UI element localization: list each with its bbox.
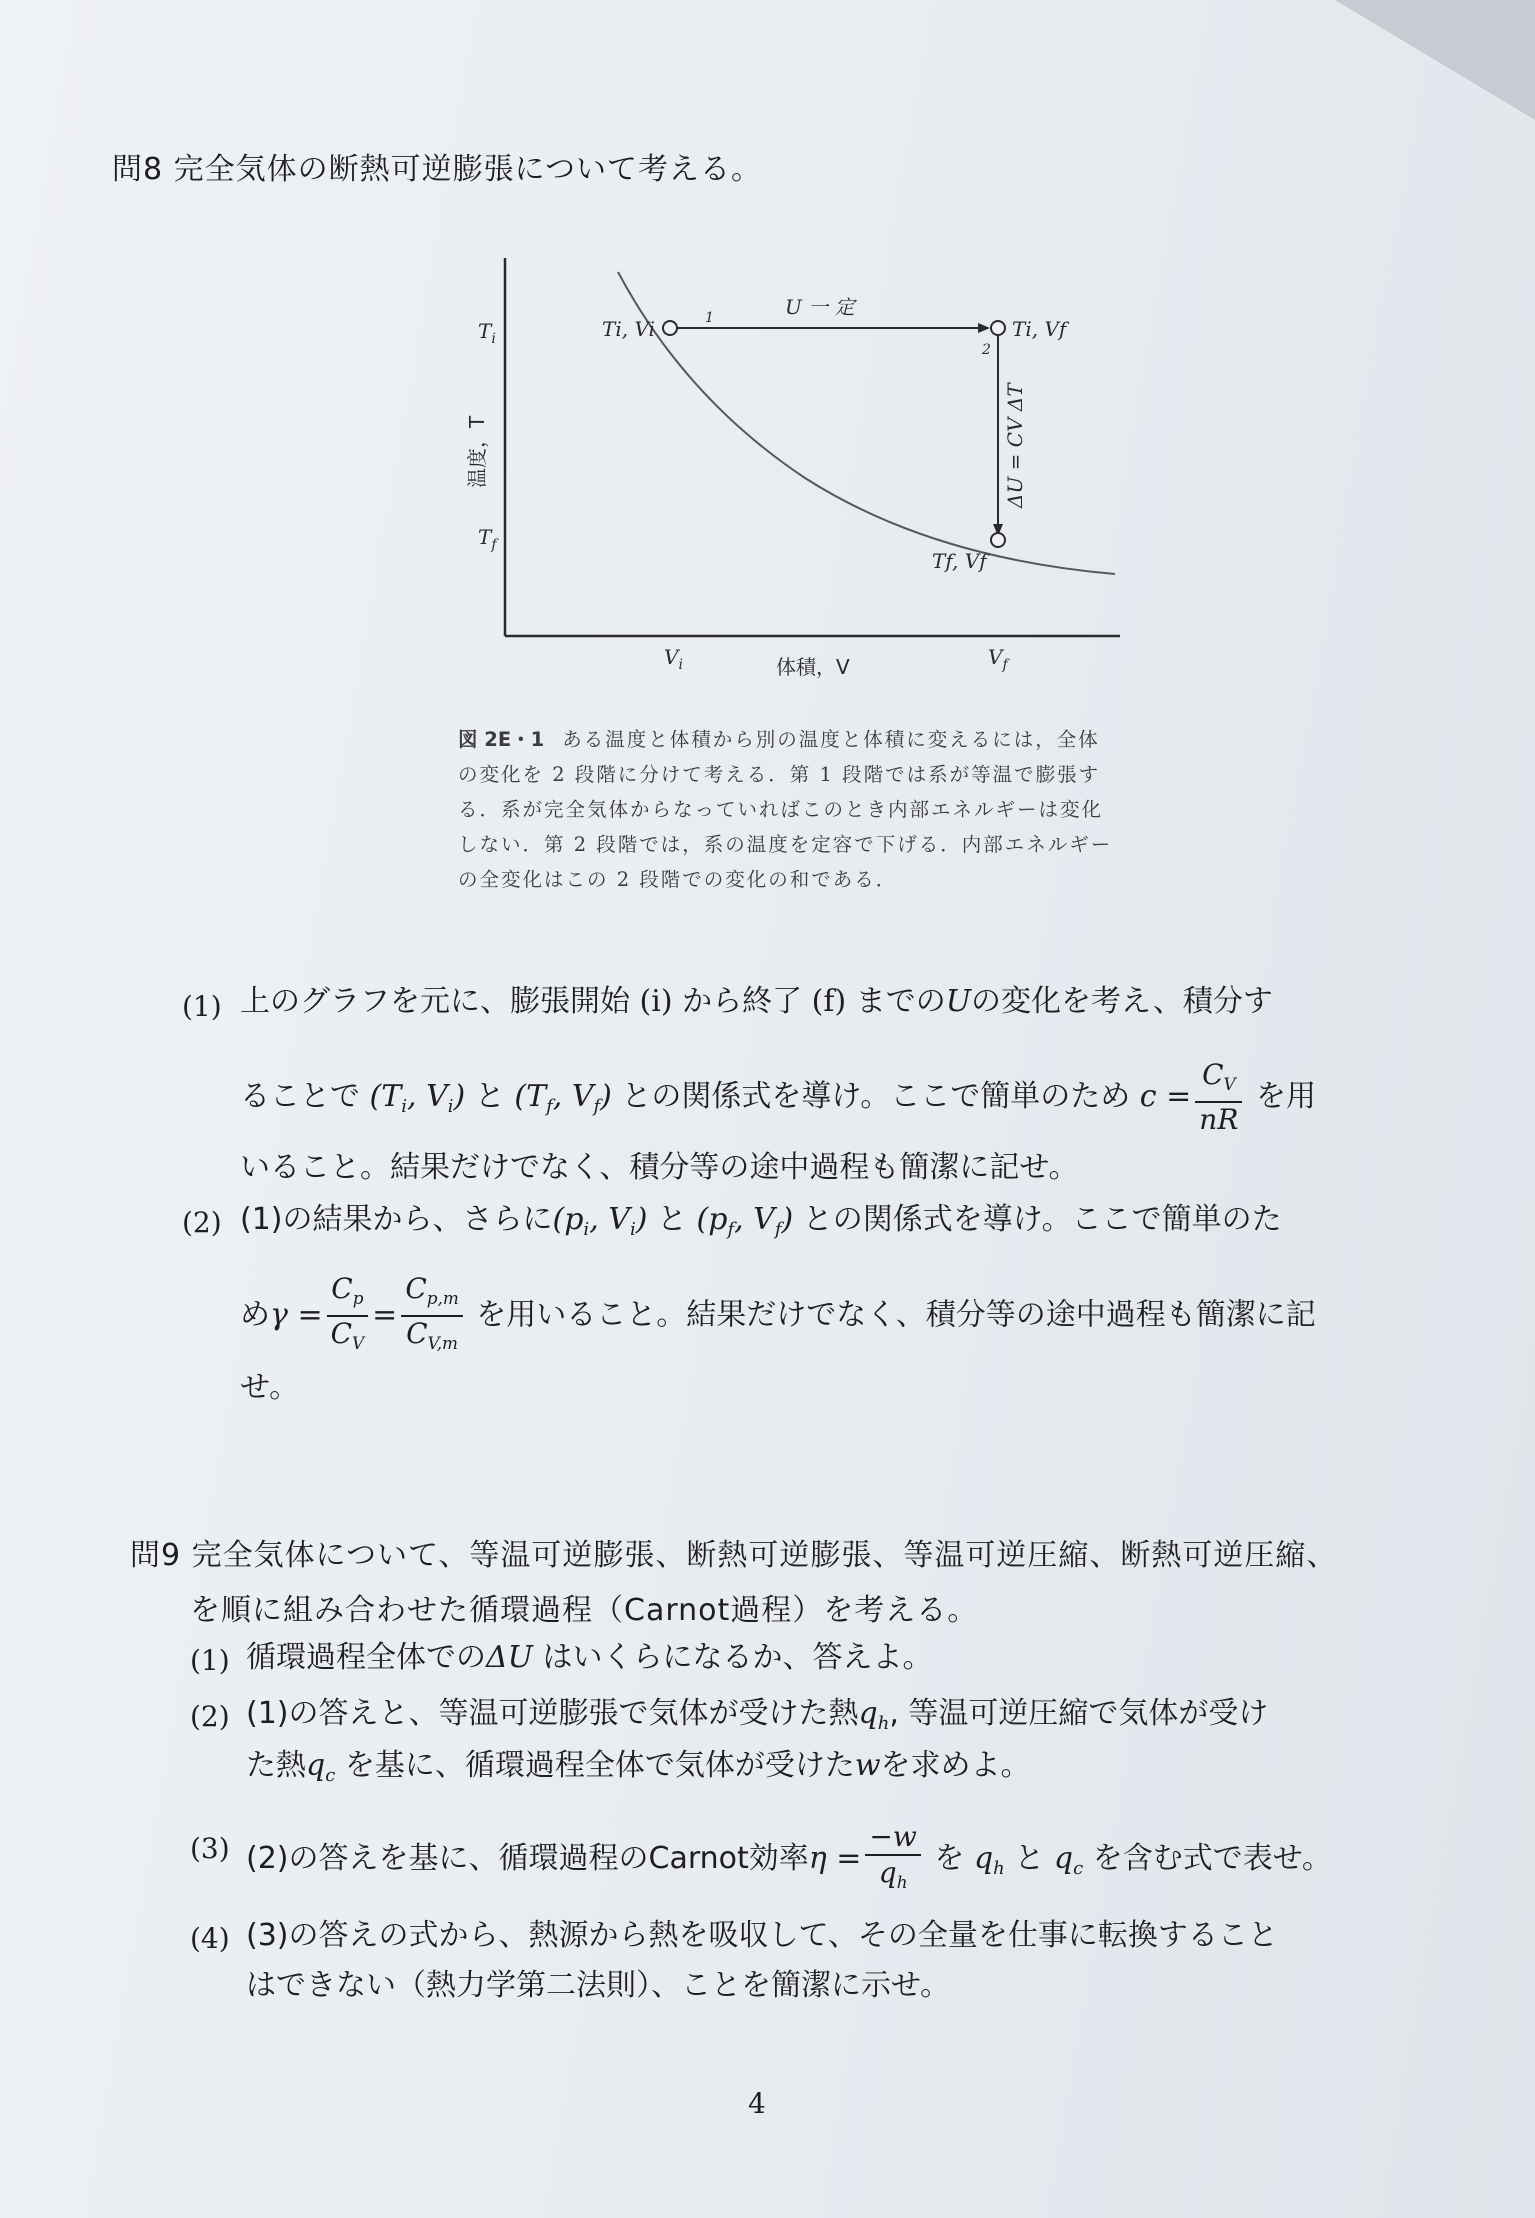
q9-p3-b: を xyxy=(934,1841,965,1876)
q8-p2-line3: せ。 xyxy=(240,1370,300,1405)
caption-text: ある温度と体積から別の温度と体積に変えるには，全体の変化を 2 段階に分けて考える．第 1 段階では系が等温で膨張する．系が完全気体からなっていればこのとき内部エネルギーは変化しない．第 2 段階では，系の温度を定容で下げる．内部エネルギーの全変化はこの 2 段階での変化の和である． xyxy=(458,728,1113,891)
step-2-label: 2 xyxy=(982,342,991,358)
page-number: 4 xyxy=(748,2087,766,2120)
q8-p1-c-frac: $\frac{C_V}{nR}$ xyxy=(1195,1058,1242,1137)
q9-p2-l2c: を求めよ。 xyxy=(880,1748,1031,1783)
q9-p2-qc: $q_c$ xyxy=(306,1748,336,1786)
isothermal-arrowhead xyxy=(978,323,990,333)
point-start-marker xyxy=(663,321,677,335)
q9-p3-num: (3) xyxy=(190,1832,230,1865)
q8-p1-l2b: と xyxy=(474,1079,505,1114)
q9-p2-w: w xyxy=(854,1748,881,1783)
q9-p3-line xyxy=(246,1820,1332,1899)
q9-p1-b: はいくらになるか、答えよ。 xyxy=(542,1640,933,1675)
q8-p1-f: (f) xyxy=(811,984,847,1019)
q8-p2-state-f: ($p_f$, $V_f$) xyxy=(696,1202,794,1240)
q9-p2-l1b: , 等温可逆圧縮で気体が受け xyxy=(889,1696,1269,1731)
q8-p2-l2a: め xyxy=(240,1297,270,1333)
point-end-label: Tf, Vf xyxy=(932,549,987,573)
q8-p1-l1b: から終了 xyxy=(682,984,803,1019)
q8-p1-U: U xyxy=(945,984,972,1019)
q9-p1-deltaU: ΔU xyxy=(486,1640,533,1675)
q9-p3-d: を含む式で表せ。 xyxy=(1092,1841,1332,1876)
q8-title: 問8 完全気体の断熱可逆膨張について考える。 xyxy=(112,152,763,187)
q8-p2-state-i: ($p_i$, $V_i$) xyxy=(552,1202,648,1240)
y-tick-low: $T_f$ xyxy=(478,525,497,553)
q8-p1-l2a: ることで xyxy=(240,1079,360,1114)
q9-p1-num: (1) xyxy=(190,1644,230,1677)
q9-p4-line1: (3)の答えの式から、熱源から熱を吸収して、その全量を仕事に転換すること xyxy=(246,1918,1278,1953)
q8-p2-num: (2) xyxy=(182,1206,222,1239)
q9-title-line2: を順に組み合わせた循環過程（Carnot過程）を考える。 xyxy=(190,1593,979,1628)
point-mid-label: Ti, Vf xyxy=(1012,317,1067,341)
step-1-label: 1 xyxy=(705,310,714,326)
q9-p3-c: と xyxy=(1014,1841,1045,1876)
q8-p2-l1a: (1)の結果から、さらに xyxy=(240,1202,553,1237)
q8-p1-l1c: までの xyxy=(855,984,946,1019)
q9-p4-line2: はできない（熱力学第二法則）、ことを簡潔に示せ。 xyxy=(246,1968,951,2003)
q9-p3-qh: $q_h$ xyxy=(973,1841,1005,1879)
q9-p2-line1 xyxy=(246,1694,1268,1744)
figure-caption xyxy=(458,722,1118,897)
q8-p1-c-eq: c = xyxy=(1139,1079,1192,1114)
q9-title: 問9 完全気体について、等温可逆膨張、断熱可逆膨張、等温可逆圧縮、断熱可逆圧縮、 xyxy=(130,1538,1338,1573)
q9-p4-num: (4) xyxy=(190,1922,230,1955)
q8-p1-l1a: 上のグラフを元に、膨張開始 xyxy=(240,984,630,1019)
q9-p2-qh: $q_h$ xyxy=(858,1696,890,1734)
q8-p1-l1d: の変化を考え、積分す xyxy=(971,984,1273,1019)
q9-p1-line xyxy=(246,1638,933,1678)
q8-p2-l1c: との関係式を導け。ここで簡単のた xyxy=(802,1202,1282,1237)
arrow-top-label: U 一 定 xyxy=(785,295,855,319)
q8-p1-line1 xyxy=(240,982,1273,1022)
q8-p2-frac2: $\frac{C_{p,m}}{C_{V,m}}$ xyxy=(401,1272,462,1360)
y-axis-label: 温度，T xyxy=(465,415,489,488)
q8-p2-l2b: を用いること。結果だけでなく、積分等の途中過程も簡潔に記 xyxy=(476,1297,1316,1333)
q9-p2-l1a: (1)の答えと、等温可逆膨張で気体が受けた熱 xyxy=(246,1696,859,1731)
q8-p1-line2 xyxy=(240,1058,1316,1137)
q8-p2-l1b: と xyxy=(656,1202,687,1237)
q8-p2-line1 xyxy=(240,1200,1282,1250)
q9-p3-a: (2)の答えを基に、循環過程のCarnot効率 xyxy=(246,1841,809,1876)
q9-p3-qc: $q_c$ xyxy=(1053,1841,1084,1879)
point-start-label: Ti, Vi xyxy=(602,317,655,341)
q9-p3-frac: $\frac{-w}{q_h}$ xyxy=(865,1820,920,1899)
q8-p1-line3: いること。結果だけでなく、積分等の途中過程も簡潔に記せ。 xyxy=(240,1150,1079,1185)
q9-p2-num: (2) xyxy=(190,1700,230,1733)
q8-p1-l2d: を用 xyxy=(1255,1079,1316,1114)
q8-p2-frac1: $\frac{C_p}{C_V}$ xyxy=(327,1272,369,1360)
delta-u-label: ΔU = CV ΔT xyxy=(1003,383,1027,508)
q9-p2-l2a: た熱 xyxy=(246,1748,306,1783)
caption-number: 図 2E・1 xyxy=(458,728,545,751)
x-tick-right: $V_f$ xyxy=(988,645,1008,673)
q8-p2-gamma: γ = xyxy=(270,1297,323,1333)
page-corner-shadow xyxy=(1335,0,1535,120)
q9-p2-l2b: を基に、循環過程全体で気体が受けた xyxy=(344,1748,855,1783)
q8-p1-i: (i) xyxy=(639,984,673,1019)
q8-p1-state-f: ($T_f$, $V_f$) xyxy=(514,1079,612,1117)
figure-2e1 xyxy=(460,258,1140,688)
q8-p1-state-i: ($T_i$, $V_i$) xyxy=(369,1079,466,1117)
q8-p1-l2c: との関係式を導け。ここで簡単のため xyxy=(621,1079,1131,1114)
x-tick-left: $V_i$ xyxy=(664,645,683,673)
q8-p2-line2: めγ = $\frac{C_p}{C_V}$ = $\frac{C_{p,m}}{C_{V,m}}$ を用いること。結果だけでなく、積分等の途中過程も簡潔に記 xyxy=(240,1272,1316,1360)
point-mid-marker xyxy=(991,321,1005,335)
q9-p1-a: 循環過程全体での xyxy=(246,1640,486,1675)
y-tick-high: $T_i$ xyxy=(478,319,496,347)
temperature-volume-diagram xyxy=(460,258,1140,688)
q8-p1-num: (1) xyxy=(182,990,222,1023)
q9-p3-eta: η = xyxy=(808,1841,862,1876)
point-end-marker xyxy=(991,533,1005,547)
q9-p2-line2 xyxy=(246,1746,1031,1796)
x-axis-label: 体積，V xyxy=(776,655,850,679)
